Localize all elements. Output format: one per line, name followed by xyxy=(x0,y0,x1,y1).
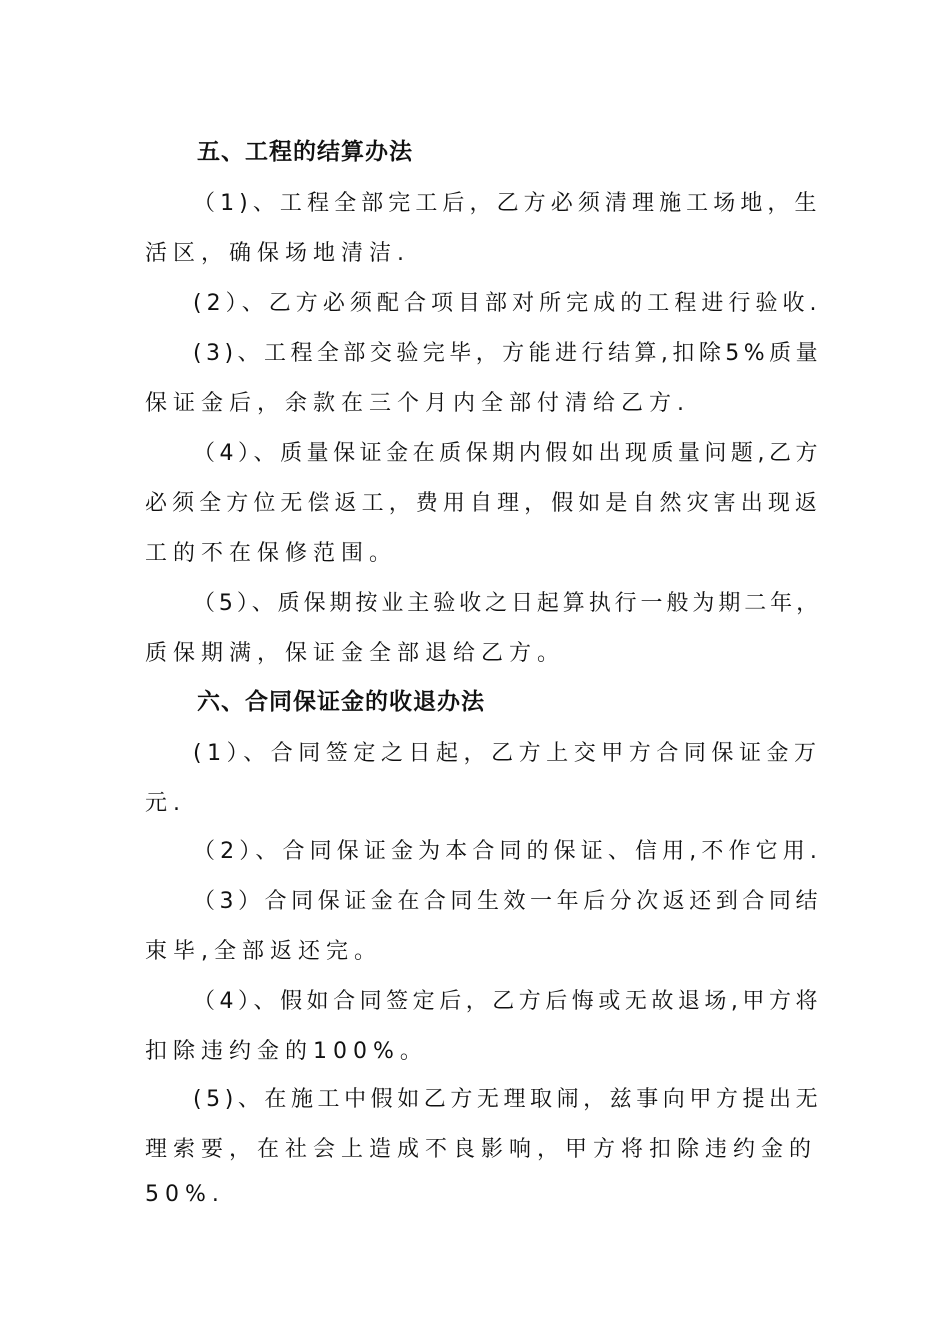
s5-p2-line1: (2）、乙方必须配合项目部对所完成的工程进行验收. xyxy=(193,291,822,316)
s6-p5-line1: (5)、在施工中假如乙方无理取闹，兹事向甲方提出无 xyxy=(193,1087,823,1112)
s5-p5-line1: （5）、质保期按业主验收之日起算执行一般为期二年， xyxy=(193,591,822,616)
s6-p3-line2: 束毕,全部返还完。 xyxy=(145,939,382,964)
s6-p4-line2: 扣除违约金的100%。 xyxy=(145,1039,428,1064)
s6-p5-line3: 50%. xyxy=(145,1182,225,1207)
s5-p5-line2: 质保期满，保证金全部退给乙方。 xyxy=(145,641,566,666)
s5-p4-line3: 工的不在保修范围。 xyxy=(145,541,398,566)
s6-p4-line1: （4）、假如合同签定后，乙方后悔或无故退场,甲方将 xyxy=(193,989,822,1014)
section-5-heading: 五、工程的结算办法 xyxy=(197,139,413,165)
s6-p1-line1: (1）、合同签定之日起，乙方上交甲方合同保证金万 xyxy=(193,741,822,766)
s5-p1-line2: 活区，确保场地清洁. xyxy=(145,241,410,266)
s6-p2-line1: （2）、合同保证金为本合同的保证、信用,不作它用. xyxy=(193,839,822,864)
s5-p4-line1: （4）、质量保证金在质保期内假如出现质量问题,乙方 xyxy=(193,441,822,466)
s5-p3-line2: 保证金后，余款在三个月内全部付清给乙方. xyxy=(145,391,690,416)
s6-p1-line2: 元. xyxy=(145,791,186,816)
s5-p1-line1: （1)、工程全部完工后，乙方必须清理施工场地，生 xyxy=(193,191,822,216)
s6-p5-line2: 理索要，在社会上造成不良影响，甲方将扣除违约金的 xyxy=(145,1137,818,1162)
s5-p4-line2: 必须全方位无偿返工，费用自理，假如是自然灾害出现返 xyxy=(145,491,823,516)
s5-p3-line1: (3)、工程全部交验完毕，方能进行结算,扣除5%质量 xyxy=(193,341,823,366)
section-6-heading: 六、合同保证金的收退办法 xyxy=(197,689,485,715)
s6-p3-line1: （3）合同保证金在合同生效一年后分次返还到合同结 xyxy=(193,889,822,914)
